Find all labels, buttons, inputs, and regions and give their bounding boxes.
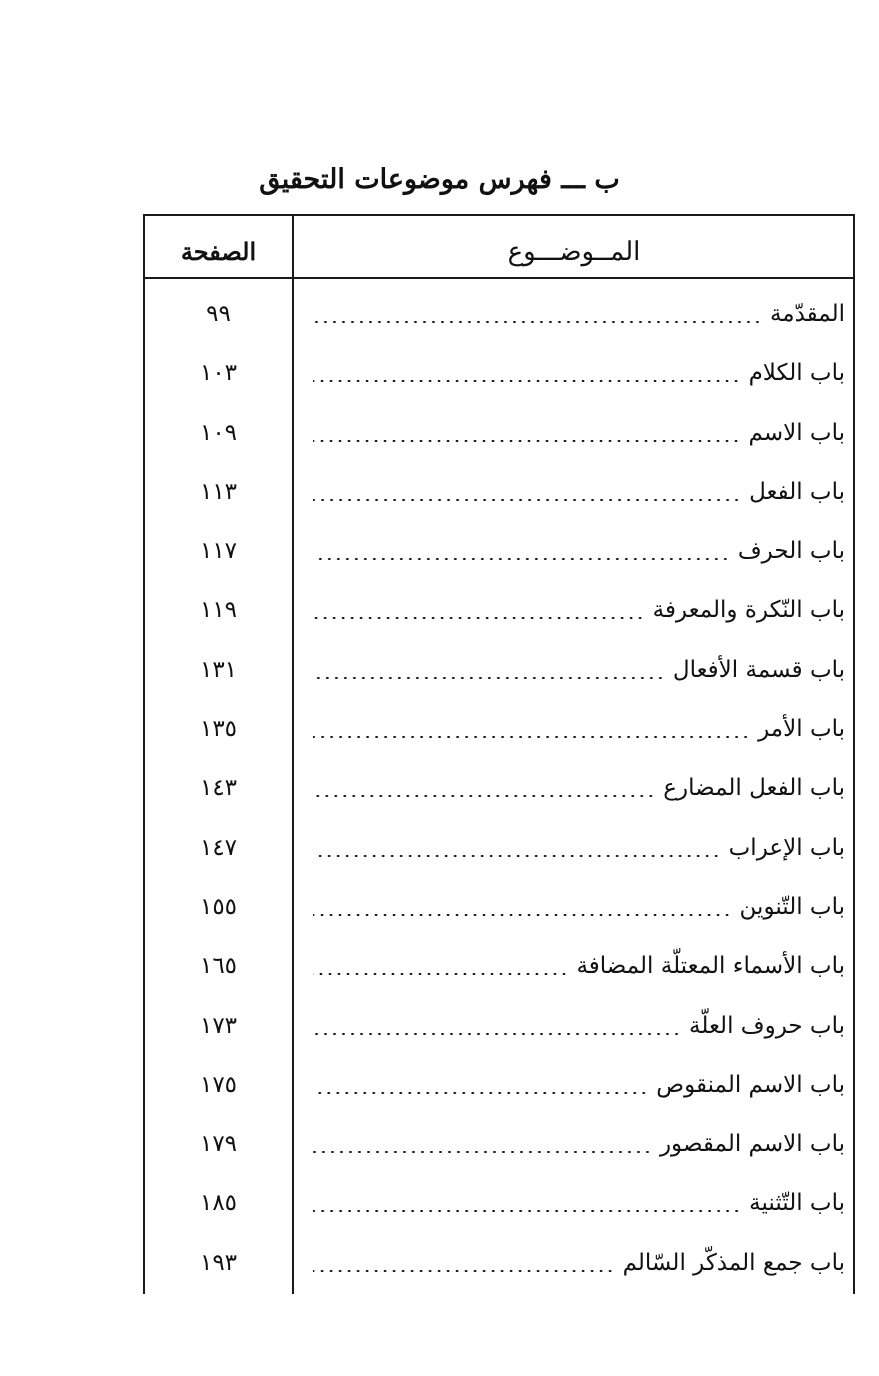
dot-leader [313,1033,681,1035]
toc-topic [313,1183,845,1223]
toc-topic [313,294,845,334]
toc-topic-text: باب الأمر [758,716,845,743]
toc-topic-text: باب الفعل [749,478,845,505]
toc-row[interactable] [143,403,855,462]
dot-leader [313,736,750,738]
toc-topic [313,1243,845,1283]
toc-topic-text: باب التّثنية [749,1190,845,1217]
toc-row[interactable] [143,284,855,343]
toc-page-number: ١١٧ [199,538,238,565]
toc-topic [313,1124,845,1164]
toc-page-number: ٩٩ [206,301,231,327]
toc-page-number: ١٤٧ [199,834,238,861]
dot-leader [313,499,741,501]
toc-topic-text: باب الاسم المقصور [659,1131,845,1158]
toc-row[interactable] [143,1173,855,1232]
toc-page-number: ١٣١ [199,656,238,683]
header-divider [143,277,855,279]
toc-topic [313,531,845,571]
toc-topic-text: باب جمع المذكّر السّالم [622,1249,845,1276]
toc-topic [313,650,845,690]
toc-row[interactable] [143,580,855,639]
toc-topic [313,1006,845,1046]
dot-leader [313,1270,615,1272]
dot-leader [313,914,732,916]
toc-topic [313,828,845,868]
toc-topic-text: المقدّمة [769,301,845,327]
dot-leader [313,855,721,857]
toc-row[interactable] [143,818,855,877]
toc-page-number: ١٠٩ [199,419,238,446]
dot-leader [313,973,568,975]
toc-topic [313,768,845,808]
dot-leader [313,1151,652,1153]
toc-row[interactable] [143,877,855,936]
toc-row[interactable] [143,521,855,580]
dot-leader [313,795,655,797]
toc-page-number: ١٧٣ [199,1012,238,1039]
toc-topic-text: باب الكلام [748,360,845,387]
toc-topic-text: باب النّكرة والمعرفة [652,597,845,624]
toc-row[interactable] [143,462,855,521]
toc-topic-text: باب الأسماء المعتلّة المضافة [576,953,845,980]
toc-entries [143,284,855,1292]
dot-leader [313,677,665,679]
toc-page-number: ١٩٣ [199,1249,238,1276]
toc-row[interactable] [143,699,855,758]
toc-topic-text: باب الحرف [737,538,845,565]
toc-page-number: ١٤٣ [199,775,238,802]
toc-row[interactable] [143,758,855,817]
toc-row[interactable] [143,1233,855,1292]
toc-row[interactable] [143,1055,855,1114]
toc-topic-text: باب حروف العلّة [689,1012,845,1039]
dot-leader [313,1092,648,1094]
toc-row[interactable] [143,936,855,995]
toc-topic [313,353,845,393]
toc-topic-text: باب الفعل المضارع [663,775,845,802]
toc-topic [313,709,845,749]
toc-page-number: ١٧٥ [199,1071,238,1098]
toc-topic-text: باب التّنوين [739,893,845,920]
toc-page-number: ١١٩ [199,597,238,624]
toc-page-number: ١٠٣ [199,360,238,387]
toc-page-number: ١٦٥ [199,953,238,980]
page-title: ب ـــ فهرس موضوعات التحقيق [259,164,620,195]
toc-page-number: ١٣٥ [199,716,238,743]
toc-row[interactable] [143,996,855,1055]
column-header-topic: المــوضـــوع [507,237,641,267]
toc-topic [313,472,845,512]
toc-page-number: ١٧٩ [199,1131,238,1158]
toc-page-number: ١١٣ [199,478,238,505]
column-header-page: الصفحة [180,237,257,266]
toc-topic-text: باب الاسم المنقوص [656,1071,845,1098]
toc-topic [313,413,845,453]
dot-leader [313,1210,741,1212]
toc-topic [313,590,845,630]
dot-leader [313,558,730,560]
dot-leader [313,380,741,382]
toc-page-number: ١٥٥ [199,893,238,920]
dot-leader [313,440,741,442]
toc-topic [313,1065,845,1105]
toc-topic-text: باب الإعراب [728,834,845,861]
toc-row[interactable] [143,343,855,402]
dot-leader [313,617,645,619]
toc-row[interactable] [143,1114,855,1173]
toc-topic-text: باب الاسم [748,419,845,446]
toc-topic [313,946,845,986]
toc-row[interactable] [143,640,855,699]
toc-topic [313,887,845,927]
toc-page-number: ١٨٥ [199,1190,238,1217]
toc-topic-text: باب قسمة الأفعال [672,656,845,683]
dot-leader [313,321,762,323]
